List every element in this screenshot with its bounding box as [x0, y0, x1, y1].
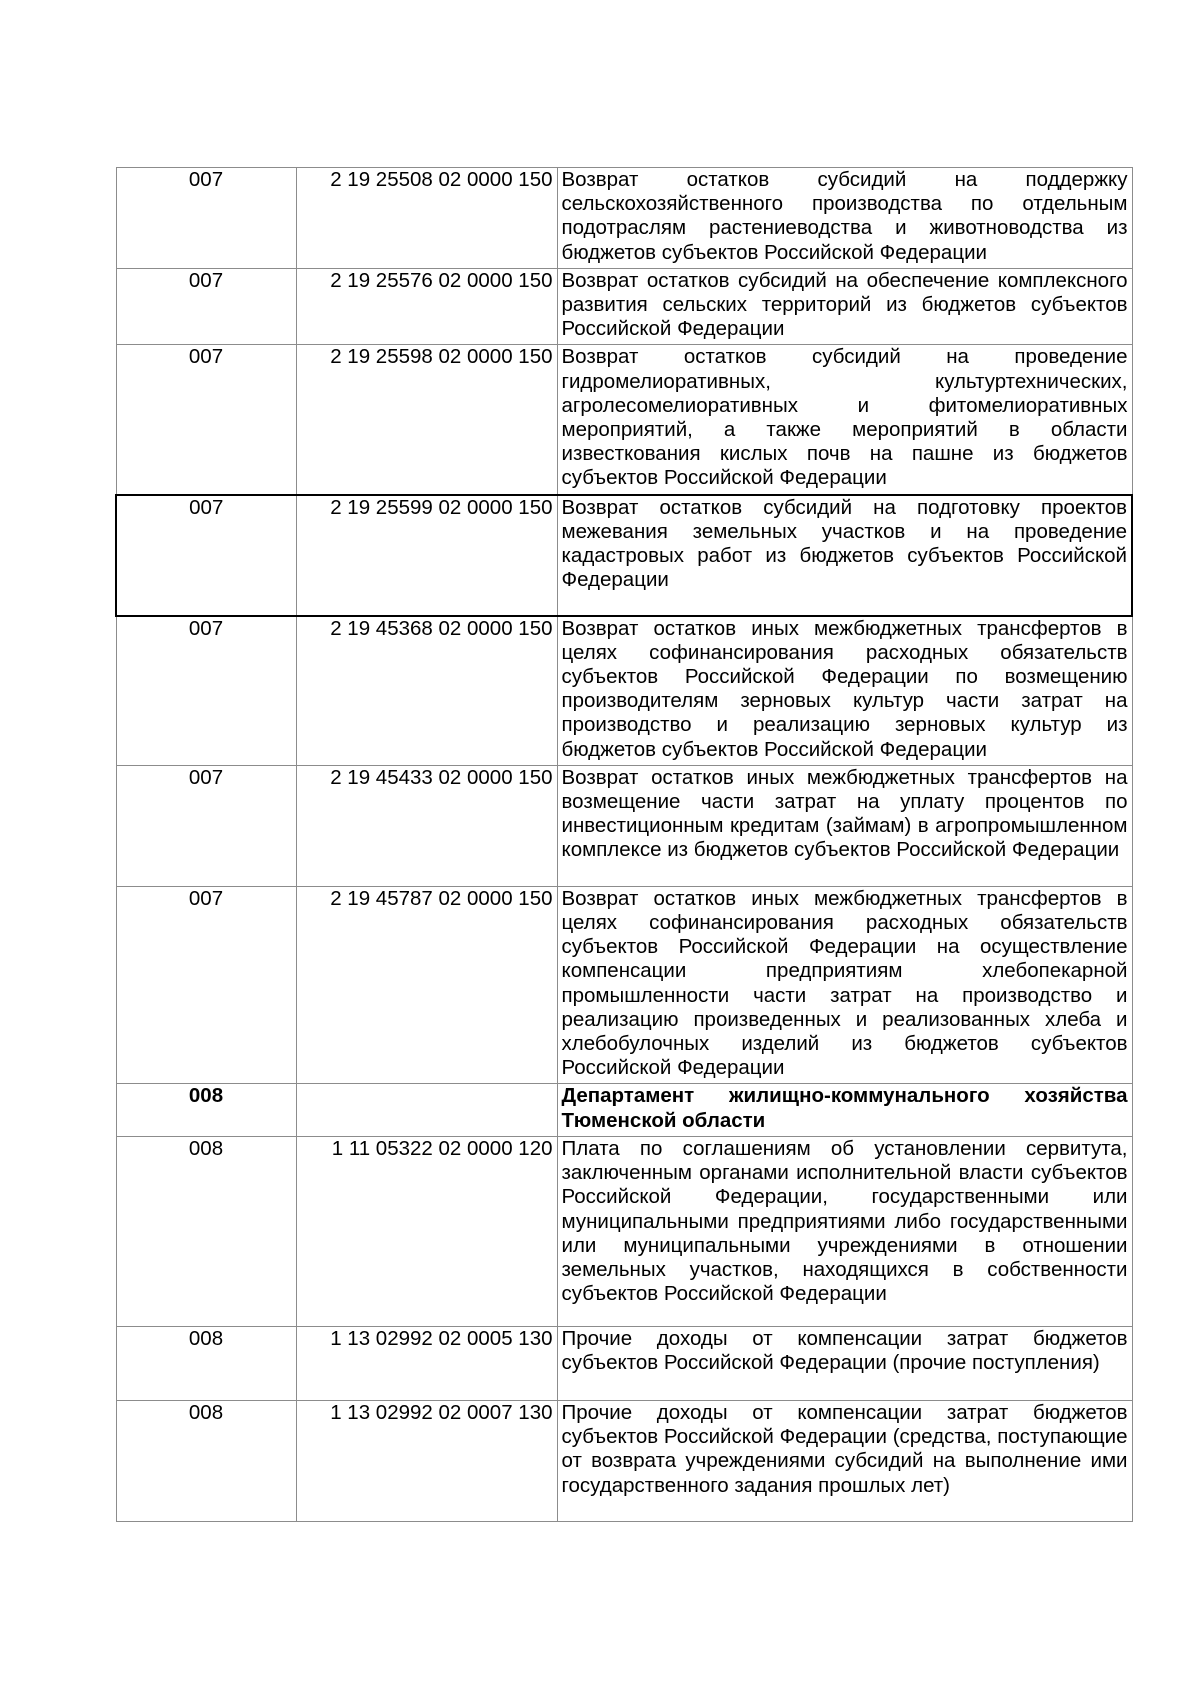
revenue-name-cell [557, 886, 1132, 1084]
budget-code-cell: 2 19 45433 02 0000 150 [296, 765, 557, 886]
revenue-name-text: Возврат остатков иных межбюджетных трансфертов в целях софинансирования расходных обязательств субъектов Российской Федерации по возмещению производителям зерновых культур части затрат на производство и реализацию зерновых культур из бюджетов субъектов Российской Федерации [561, 616, 1128, 761]
department-name-cell [557, 1084, 1132, 1136]
table-row [116, 345, 1132, 495]
admin-code-cell: 007 [116, 268, 296, 345]
table-row [116, 495, 1132, 616]
revenue-name-cell [557, 168, 1132, 269]
revenue-name-text: Возврат остатков субсидий на подготовку проектов межевания земельных участков и на проведение кадастровых работ из бюджетов субъектов Российской Федерации [561, 495, 1127, 592]
revenue-name-cell [557, 1400, 1132, 1521]
revenue-name-text: Плата по соглашениям об установлении сервитута, заключенным органами исполнительной власти субъектов Российской Федерации, государственными или муниципальными предприятиями либо государственными или муниципальными учреждениями в отношении земельных участков, находящихся в собственности субъектов Российской Федерации [561, 1136, 1128, 1306]
budget-code-cell: 2 19 25598 02 0000 150 [296, 345, 557, 495]
revenue-name-cell [557, 495, 1132, 616]
revenue-name-cell [557, 1326, 1132, 1400]
budget-code-cell: 1 13 02992 02 0007 130 [296, 1400, 557, 1521]
admin-code-cell: 008 [116, 1326, 296, 1400]
table-row [116, 268, 1132, 345]
revenue-name-cell [557, 268, 1132, 345]
revenue-name-text: Возврат остатков субсидий на обеспечение комплексного развития сельских территорий из бюджетов субъектов Российской Федерации [561, 268, 1128, 341]
revenue-name-text: Возврат остатков субсидий на проведение гидромелиоративных, культуртехнических, агролесомелиоративных и фитомелиоративных мероприятий, а также мероприятий в области известкования кислых почв на пашне из бюджетов субъектов Российской Федерации [561, 345, 1128, 490]
revenue-name-text: Прочие доходы от компенсации затрат бюджетов субъектов Российской Федерации (прочие поступления) [561, 1326, 1128, 1375]
admin-code-cell: 008 [116, 1084, 296, 1136]
revenue-name-text: Возврат остатков иных межбюджетных трансфертов на возмещение части затрат на уплату процентов по инвестиционным кредитам (займам) в агропромышленном комплексе из бюджетов субъектов Российской Федерации [561, 765, 1128, 862]
budget-code-cell: 2 19 25576 02 0000 150 [296, 268, 557, 345]
admin-code-cell: 007 [116, 168, 296, 269]
budget-code-cell: 1 11 05322 02 0000 120 [296, 1136, 557, 1326]
admin-code-cell: 007 [116, 616, 296, 766]
department-name-text: Департамент жилищно-коммунального хозяйства Тюменской области [561, 1084, 1128, 1132]
revenue-name-text: Возврат остатков субсидий на поддержку сельскохозяйственного производства по отдельным подотраслям растениеводства и животноводства из бюджетов субъектов Российской Федерации [561, 168, 1128, 264]
budget-code-cell: 2 19 45368 02 0000 150 [296, 616, 557, 766]
admin-code-cell: 007 [116, 765, 296, 886]
budget-code-cell: 2 19 25599 02 0000 150 [296, 495, 557, 616]
revenue-name-cell [557, 765, 1132, 886]
admin-code-cell: 008 [116, 1400, 296, 1521]
revenue-name-cell [557, 1136, 1132, 1326]
table-row [116, 765, 1132, 886]
admin-code-cell: 007 [116, 495, 296, 616]
budget-code-cell: 2 19 25508 02 0000 150 [296, 168, 557, 269]
table-row-department [116, 1084, 1132, 1136]
budget-code-cell: 2 19 45787 02 0000 150 [296, 886, 557, 1084]
admin-code-cell: 007 [116, 345, 296, 495]
admin-code-cell: 008 [116, 1136, 296, 1326]
admin-code-cell: 007 [116, 886, 296, 1084]
table-row [116, 1136, 1132, 1326]
revenue-name-cell [557, 345, 1132, 495]
table-row [116, 886, 1132, 1084]
table-row [116, 1400, 1132, 1521]
revenue-name-text: Прочие доходы от компенсации затрат бюджетов субъектов Российской Федерации (средства, поступающие от возврата учреждениями субсидий на выполнение ими государственного задания прошлых лет) [561, 1400, 1128, 1497]
budget-codes-table [115, 167, 1133, 1522]
table-row [116, 168, 1132, 269]
revenue-name-cell [557, 616, 1132, 766]
budget-code-cell: 1 13 02992 02 0005 130 [296, 1326, 557, 1400]
revenue-name-text: Возврат остатков иных межбюджетных трансфертов в целях софинансирования расходных обязательств субъектов Российской Федерации на осуществление компенсации предприятиям хлебопекарной промышленности части затрат на производство и реализацию произведенных и реализованных хлеба и хлебобулочных изделий из бюджетов субъектов Российской Федерации [561, 886, 1128, 1080]
table-row [116, 1326, 1132, 1400]
table-row [116, 616, 1132, 766]
budget-code-cell [296, 1084, 557, 1136]
